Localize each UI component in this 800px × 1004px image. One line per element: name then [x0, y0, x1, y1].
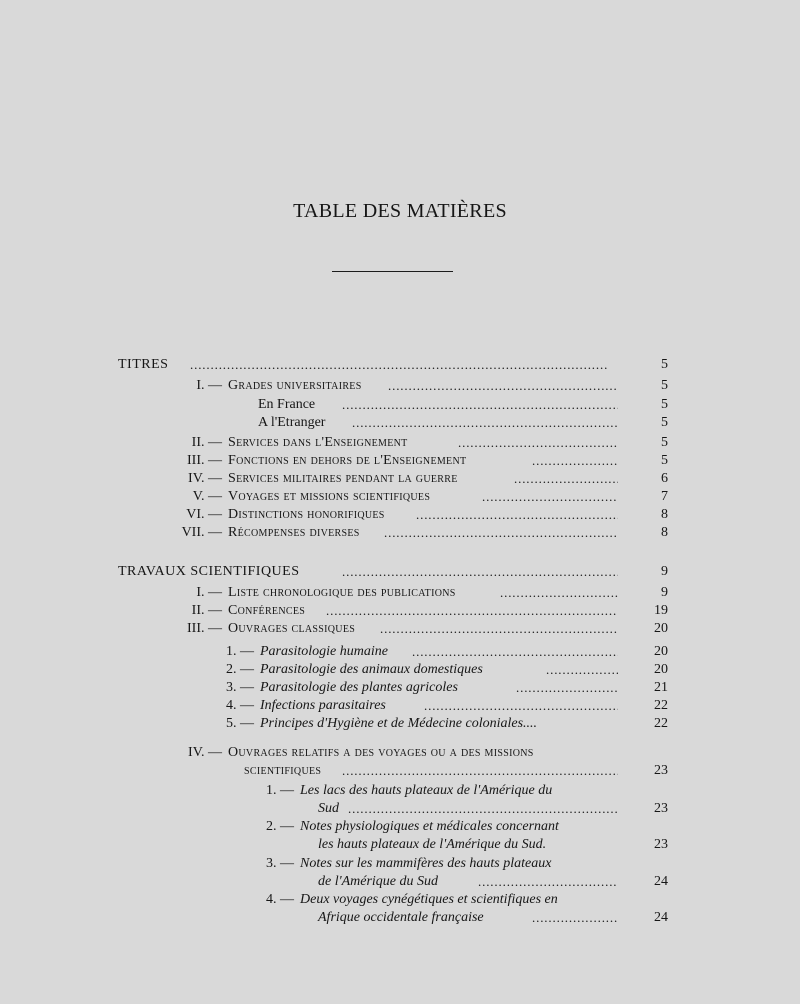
- toc-entry: [0, 470, 800, 488]
- leader-dots: [424, 697, 618, 715]
- toc-entry: [0, 488, 800, 506]
- entry-label: Afrique occidentale française: [318, 910, 484, 925]
- entry-label: En France: [258, 397, 316, 412]
- entry-label: Liste chronologique des publications: [228, 585, 456, 600]
- entry-label: Distinctions honorifiques: [228, 507, 385, 522]
- toc-entry: [0, 396, 800, 414]
- toc-entry: [0, 524, 800, 542]
- entry-label: Voyages et missions scientifiques: [228, 489, 431, 504]
- entry-number: 3. —: [266, 856, 294, 871]
- page-number: 8: [661, 507, 668, 522]
- page-number: 22: [654, 698, 668, 713]
- page-number: 24: [654, 910, 668, 925]
- page-number: 20: [654, 662, 668, 677]
- leader-dots: [352, 414, 618, 432]
- page-number: 24: [654, 874, 668, 889]
- leader-dots: [478, 873, 618, 891]
- toc-entry: [0, 620, 800, 638]
- entry-label: Ouvrages classiques: [228, 621, 356, 636]
- entry-number: 2. —: [226, 662, 254, 677]
- leader-dots: [380, 620, 618, 638]
- entry-label: de l'Amérique du Sud: [318, 874, 439, 889]
- entry-label: Les lacs des hauts plateaux de l'Amérique du: [300, 783, 553, 798]
- page-number: 20: [654, 621, 668, 636]
- leader-dots: [516, 679, 618, 697]
- page-number: 20: [654, 644, 668, 659]
- entry-label: Fonctions en dehors de l'Enseignement: [228, 453, 467, 468]
- entry-label: Parasitologie des plantes agricoles: [260, 680, 458, 695]
- title-rule: [332, 271, 453, 272]
- entry-label: A l'Etranger: [258, 415, 326, 430]
- toc-entry: [0, 584, 800, 602]
- toc-entry-continuation: [0, 836, 800, 854]
- entry-number: I. —: [196, 585, 222, 600]
- entry-label: Principes d'Hygiène et de Médecine coloniales....: [260, 716, 538, 731]
- leader-dots: [412, 643, 618, 661]
- toc-entry: [0, 377, 800, 395]
- leader-dots: [342, 396, 618, 414]
- leader-dots: [416, 506, 618, 524]
- leader-dots: [546, 661, 618, 679]
- entry-label: Infections parasitaires: [260, 698, 386, 713]
- toc-entry: [0, 782, 800, 800]
- toc-entry-travaux: [0, 563, 800, 581]
- entry-label: Récompenses diverses: [228, 525, 360, 540]
- page-number: 5: [661, 453, 668, 468]
- entry-label: Deux voyages cynégétiques et scientifiques en: [300, 892, 558, 907]
- entry-number: I. —: [196, 378, 222, 393]
- page-number: 9: [661, 585, 668, 600]
- page-number: 19: [654, 603, 668, 618]
- page-title: TABLE DES MATIÈRES: [293, 200, 507, 222]
- entry-label: les hauts plateaux de l'Amérique du Sud.: [318, 837, 547, 852]
- entry-label: Parasitologie humaine: [260, 644, 388, 659]
- entry-number: 2. —: [266, 819, 294, 834]
- entry-label: Ouvrages relatifs a des voyages ou a des missions: [228, 745, 534, 760]
- page-number: 5: [661, 415, 668, 430]
- leader-dots: [500, 584, 618, 602]
- entry-label: Services militaires pendant la guerre: [228, 471, 458, 486]
- toc-entry: [0, 661, 800, 679]
- page-number: 23: [654, 837, 668, 852]
- leader-dots: [190, 356, 618, 374]
- entry-number: VII. —: [181, 525, 222, 540]
- entry-number: 4. —: [266, 892, 294, 907]
- leader-dots: [482, 488, 618, 506]
- entry-number: IV. —: [188, 471, 222, 486]
- toc-entry-continuation: [0, 873, 800, 891]
- section-label: TITRES: [118, 357, 169, 372]
- toc-entry: [0, 434, 800, 452]
- toc-entry: [0, 744, 800, 762]
- entry-label: scientifiques: [244, 763, 322, 778]
- entry-number: 5. —: [226, 716, 254, 731]
- page-number: 7: [661, 489, 668, 504]
- entry-number: II. —: [191, 603, 222, 618]
- entry-number: IV. —: [188, 745, 222, 760]
- leader-dots: [514, 470, 618, 488]
- page-number: 8: [661, 525, 668, 540]
- toc-entry: [0, 602, 800, 620]
- leader-dots: [458, 434, 618, 452]
- toc-entry: [0, 679, 800, 697]
- page-number: 23: [654, 763, 668, 778]
- leader-dots: [384, 524, 618, 542]
- entry-label: Conférences: [228, 603, 306, 618]
- page-number: 21: [654, 680, 668, 695]
- toc-entry-continuation: [0, 800, 800, 818]
- entry-number: 1. —: [226, 644, 254, 659]
- toc-entry: [0, 855, 800, 873]
- entry-number: 4. —: [226, 698, 254, 713]
- toc-entry: [0, 715, 800, 733]
- entry-label: Grades universitaires: [228, 378, 362, 393]
- toc-entry: [0, 697, 800, 715]
- leader-dots: [532, 452, 618, 470]
- section-label: TRAVAUX SCIENTIFIQUES: [118, 564, 300, 579]
- toc-entry: [0, 818, 800, 836]
- toc-entry: [0, 891, 800, 909]
- toc-entry: [0, 452, 800, 470]
- page-number: 23: [654, 801, 668, 816]
- entry-number: 1. —: [266, 783, 294, 798]
- page-number: 5: [661, 435, 668, 450]
- page-number: 6: [661, 471, 668, 486]
- leader-dots: [532, 909, 618, 927]
- toc-entry-titres: [0, 356, 800, 374]
- entry-number: VI. —: [186, 507, 222, 522]
- leader-dots: [348, 800, 618, 818]
- leader-dots: [342, 563, 618, 581]
- entry-label: Notes sur les mammifères des hauts plateaux: [300, 856, 552, 871]
- toc-entry-continuation: [0, 909, 800, 927]
- toc-entry: [0, 643, 800, 661]
- leader-dots: [388, 377, 618, 395]
- entry-number: V. —: [192, 489, 222, 504]
- toc-entry-continuation: [0, 762, 800, 780]
- entry-number: 3. —: [226, 680, 254, 695]
- entry-number: III. —: [187, 621, 222, 636]
- toc-entry: [0, 506, 800, 524]
- leader-dots: [342, 762, 618, 780]
- page-number: 9: [661, 564, 668, 579]
- page-number: 5: [661, 357, 668, 372]
- toc-entry: [0, 414, 800, 432]
- page-number: 5: [661, 378, 668, 393]
- entry-label: Services dans l'Enseignement: [228, 435, 408, 450]
- leader-dots: [326, 602, 618, 620]
- entry-label: Parasitologie des animaux domestiques: [260, 662, 483, 677]
- entry-number: III. —: [187, 453, 222, 468]
- page-number: 5: [661, 397, 668, 412]
- page-number: 22: [654, 716, 668, 731]
- entry-number: II. —: [191, 435, 222, 450]
- entry-label: Notes physiologiques et médicales concernant: [300, 819, 559, 834]
- entry-label: Sud: [318, 801, 339, 816]
